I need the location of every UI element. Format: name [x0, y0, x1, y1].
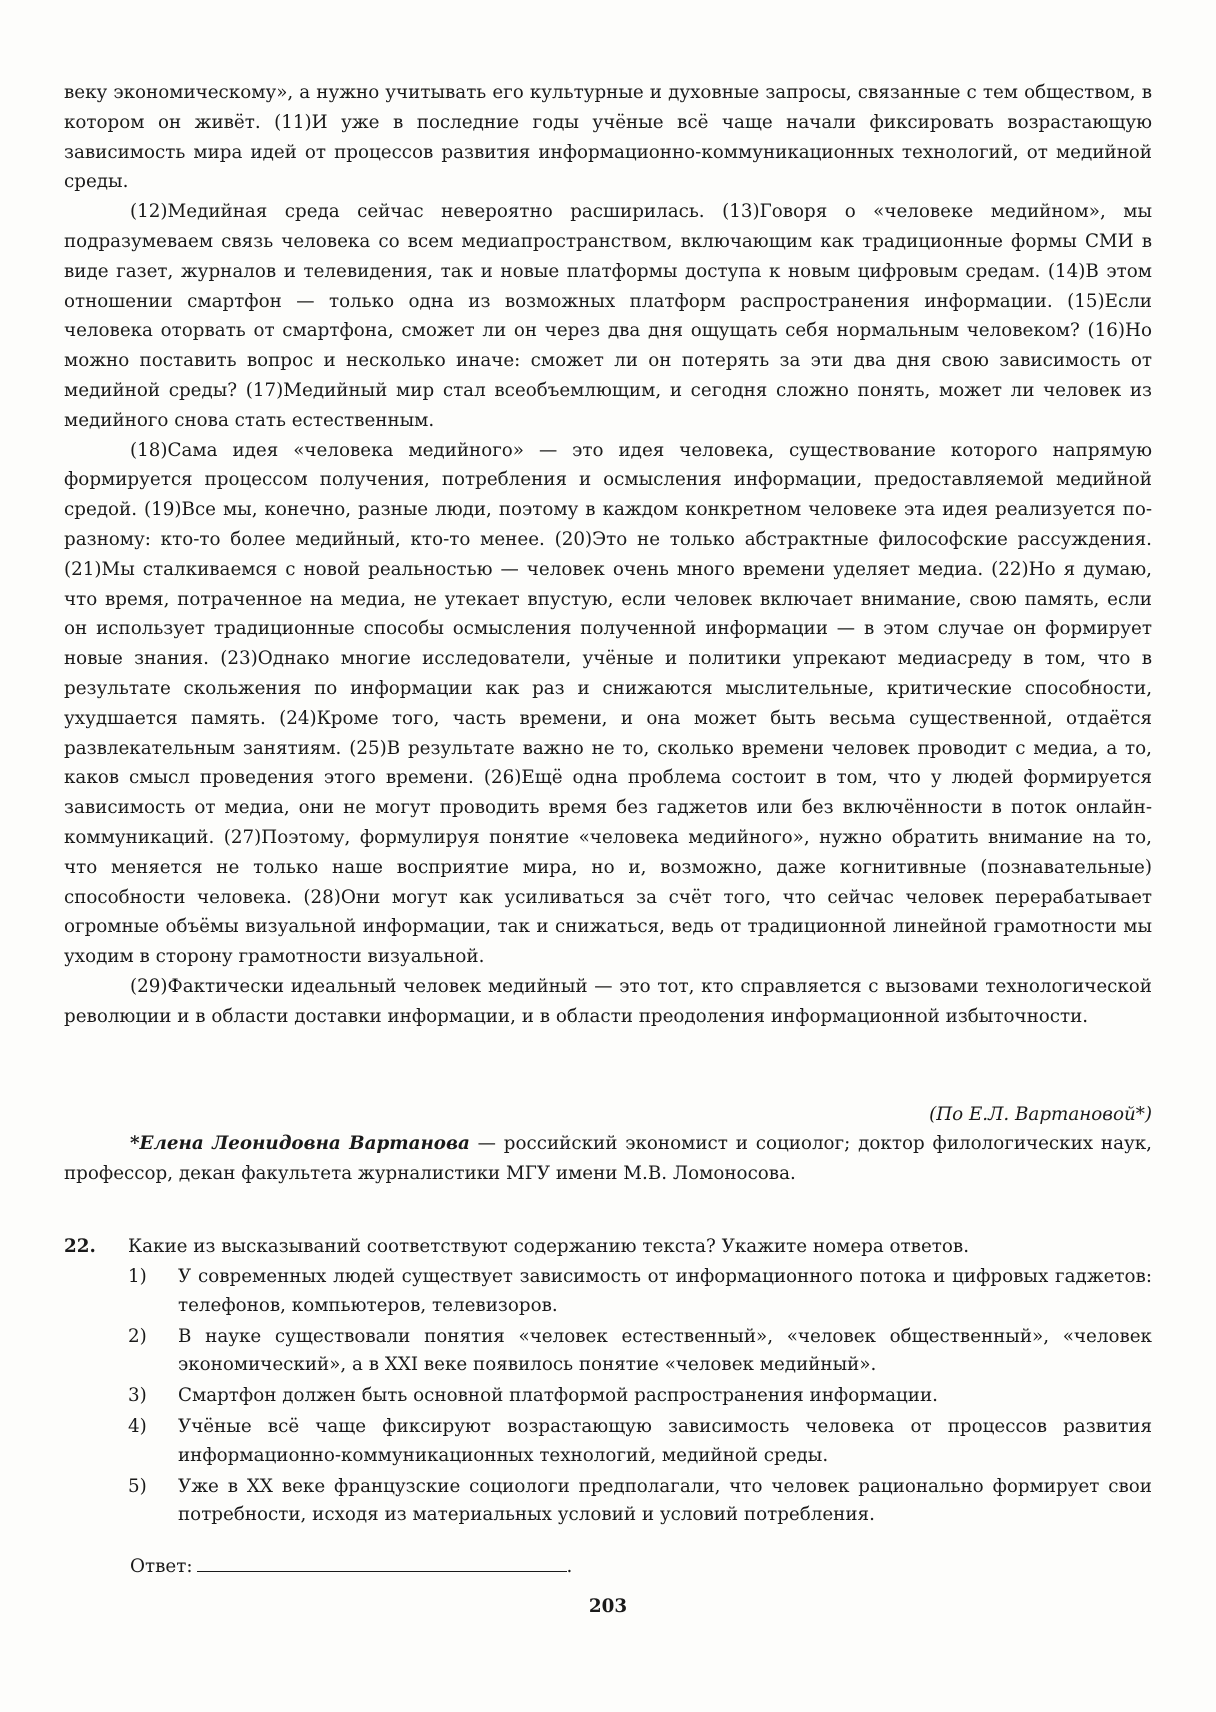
option-item [128, 1263, 1152, 1321]
option-text: В науке существовали понятия «человек естественный», «человек общественный», «человек экономический», а в XXI веке появилось понятие «человек медийный». [178, 1325, 1152, 1376]
task-question: Какие из высказываний соответствуют содержанию текста? Укажите номера ответов. [128, 1236, 969, 1257]
option-item [128, 1413, 1152, 1471]
option-text: Уже в XX веке французские социологи предполагали, что человек рационально формирует свои потребности, исходя из материальных условий и условий потребления. [178, 1475, 1152, 1526]
option-text: Смартфон должен быть основной платформой распространения информации. [178, 1385, 938, 1407]
footnote-text: — российский экономист и социолог; доктор филологических наук, профессор, декан факультета журналистики МГУ имени М.В. Ломоносова. [64, 1133, 1152, 1184]
option-number: 4) [128, 1415, 147, 1437]
option-item [128, 1473, 1152, 1531]
footnote [64, 1129, 1152, 1189]
page-number: 203 [588, 1596, 628, 1617]
answer-end: . [566, 1556, 573, 1577]
option-text: Учёные всё чаще фиксируют возрастающую зависимость человека от процессов развития информационно-коммуникационных технологий, медийной среды. [178, 1415, 1152, 1466]
answer-field[interactable] [197, 1553, 567, 1572]
paragraph-1: веку экономическому», а нужно учитывать его культурные и духовные запросы, связанные с тем обществом, в котором он живёт. (11)И уже в последние годы учёные всё чаще начали фиксировать возрастающую зависимость мира идей от процессов развития информационно-коммуникационных технологий, от медийной среды. [64, 82, 1152, 193]
paragraph-4: (29)Фактически идеальный человек медийный — это тот, кто справляется с вызовами технологической революции и в области доставки информации, и в области преодоления информационной избыточности. [64, 975, 1152, 1027]
main-text [64, 78, 1152, 1032]
answer-row [130, 1553, 572, 1581]
option-number: 5) [128, 1475, 147, 1497]
option-number: 2) [128, 1325, 147, 1347]
answer-options [128, 1263, 1152, 1532]
footnote-name: *Елена Леонидовна Вартанова [130, 1133, 470, 1154]
task-number: 22. [64, 1236, 96, 1257]
source-attribution: (По Е.Л. Вартановой*) [929, 1104, 1152, 1125]
option-number: 3) [128, 1385, 147, 1407]
option-text: У современных людей существует зависимость от информационного потока и цифровых гаджетов: телефонов, компьютеров, телевизоров. [178, 1266, 1152, 1316]
option-item [128, 1323, 1152, 1381]
option-number: 1) [128, 1266, 147, 1287]
option-item [128, 1382, 1152, 1411]
paragraph-2: (12)Медийная среда сейчас невероятно расширилась. (13)Говоря о «человеке медийном», мы подразумеваем связь человека со всем медиапространством, включающим как традиционные формы СМИ в виде газет, журналов и телевидения, так и новые платформы доступа к новым цифровым средам. (14)В этом отношении смартфон — только одна из возможных платформ распространения информации. (15)Если человека оторвать от смартфона, сможет ли он через два дня ощущать себя нормальным человеком? (16)Но можно поставить вопрос и несколько иначе: сможет ли он потерять за эти два дня свою зависимость от медийной среды? (17)Медийный мир стал всеобъемлющим, и сегодня сложно понять, может ли человек из медийного снова стать естественным. [64, 201, 1152, 431]
answer-label: Ответ: [130, 1556, 193, 1577]
paragraph-3: (18)Сама идея «человека медийного» — это идея человека, существование которого напрямую формируется процессом получения, потребления и осмысления информации, предоставляемой медийной средой. (19)Все мы, конечно, разные люди, поэтому в каждом конкретном человеке эта идея реализуется по-разному: кто-то более медийный, кто-то менее. (20)Это не только абстрактные философские рассуждения. (21)Мы сталкиваемся с новой реальностью — человек очень много времени уделяет медиа. (22)Но я думаю, что время, потраченное на медиа, не утекает впустую, если человек включает внимание, свою память, если он использует традиционные способы осмысления полученной информации — в этом случае он формирует новые знания. (23)Однако многие исследователи, учёные и политики упрекают медиасреду в том, что в результате скольжения по информации как раз и снижаются мыслительные, критические способности, ухудшается память. (24)Кроме того, часть времени, и она может быть весьма существенной, отдаётся развлекательным занятиям. (25)В результате важно не то, сколько времени человек проводит с медиа, а то, каков смысл проведения этого времени. (26)Ещё одна проблема состоит в том, что у людей формируется зависимость от медиа, они не могут проводить время без гаджетов или без включённости в поток онлайн-коммуникаций. (27)Поэтому, формулируя понятие «человека медийного», нужно обратить внимание на то, что меняется не только наше восприятие мира, но и, возможно, даже когнитивные (познавательные) способности человека. (28)Они могут как усиливаться за счёт того, что сейчас человек перерабатывает огромные объёмы визуальной информации, так и снижаться, ведь от традиционной линейной грамотности мы уходим в сторону грамотности визуальной. [64, 439, 1152, 968]
